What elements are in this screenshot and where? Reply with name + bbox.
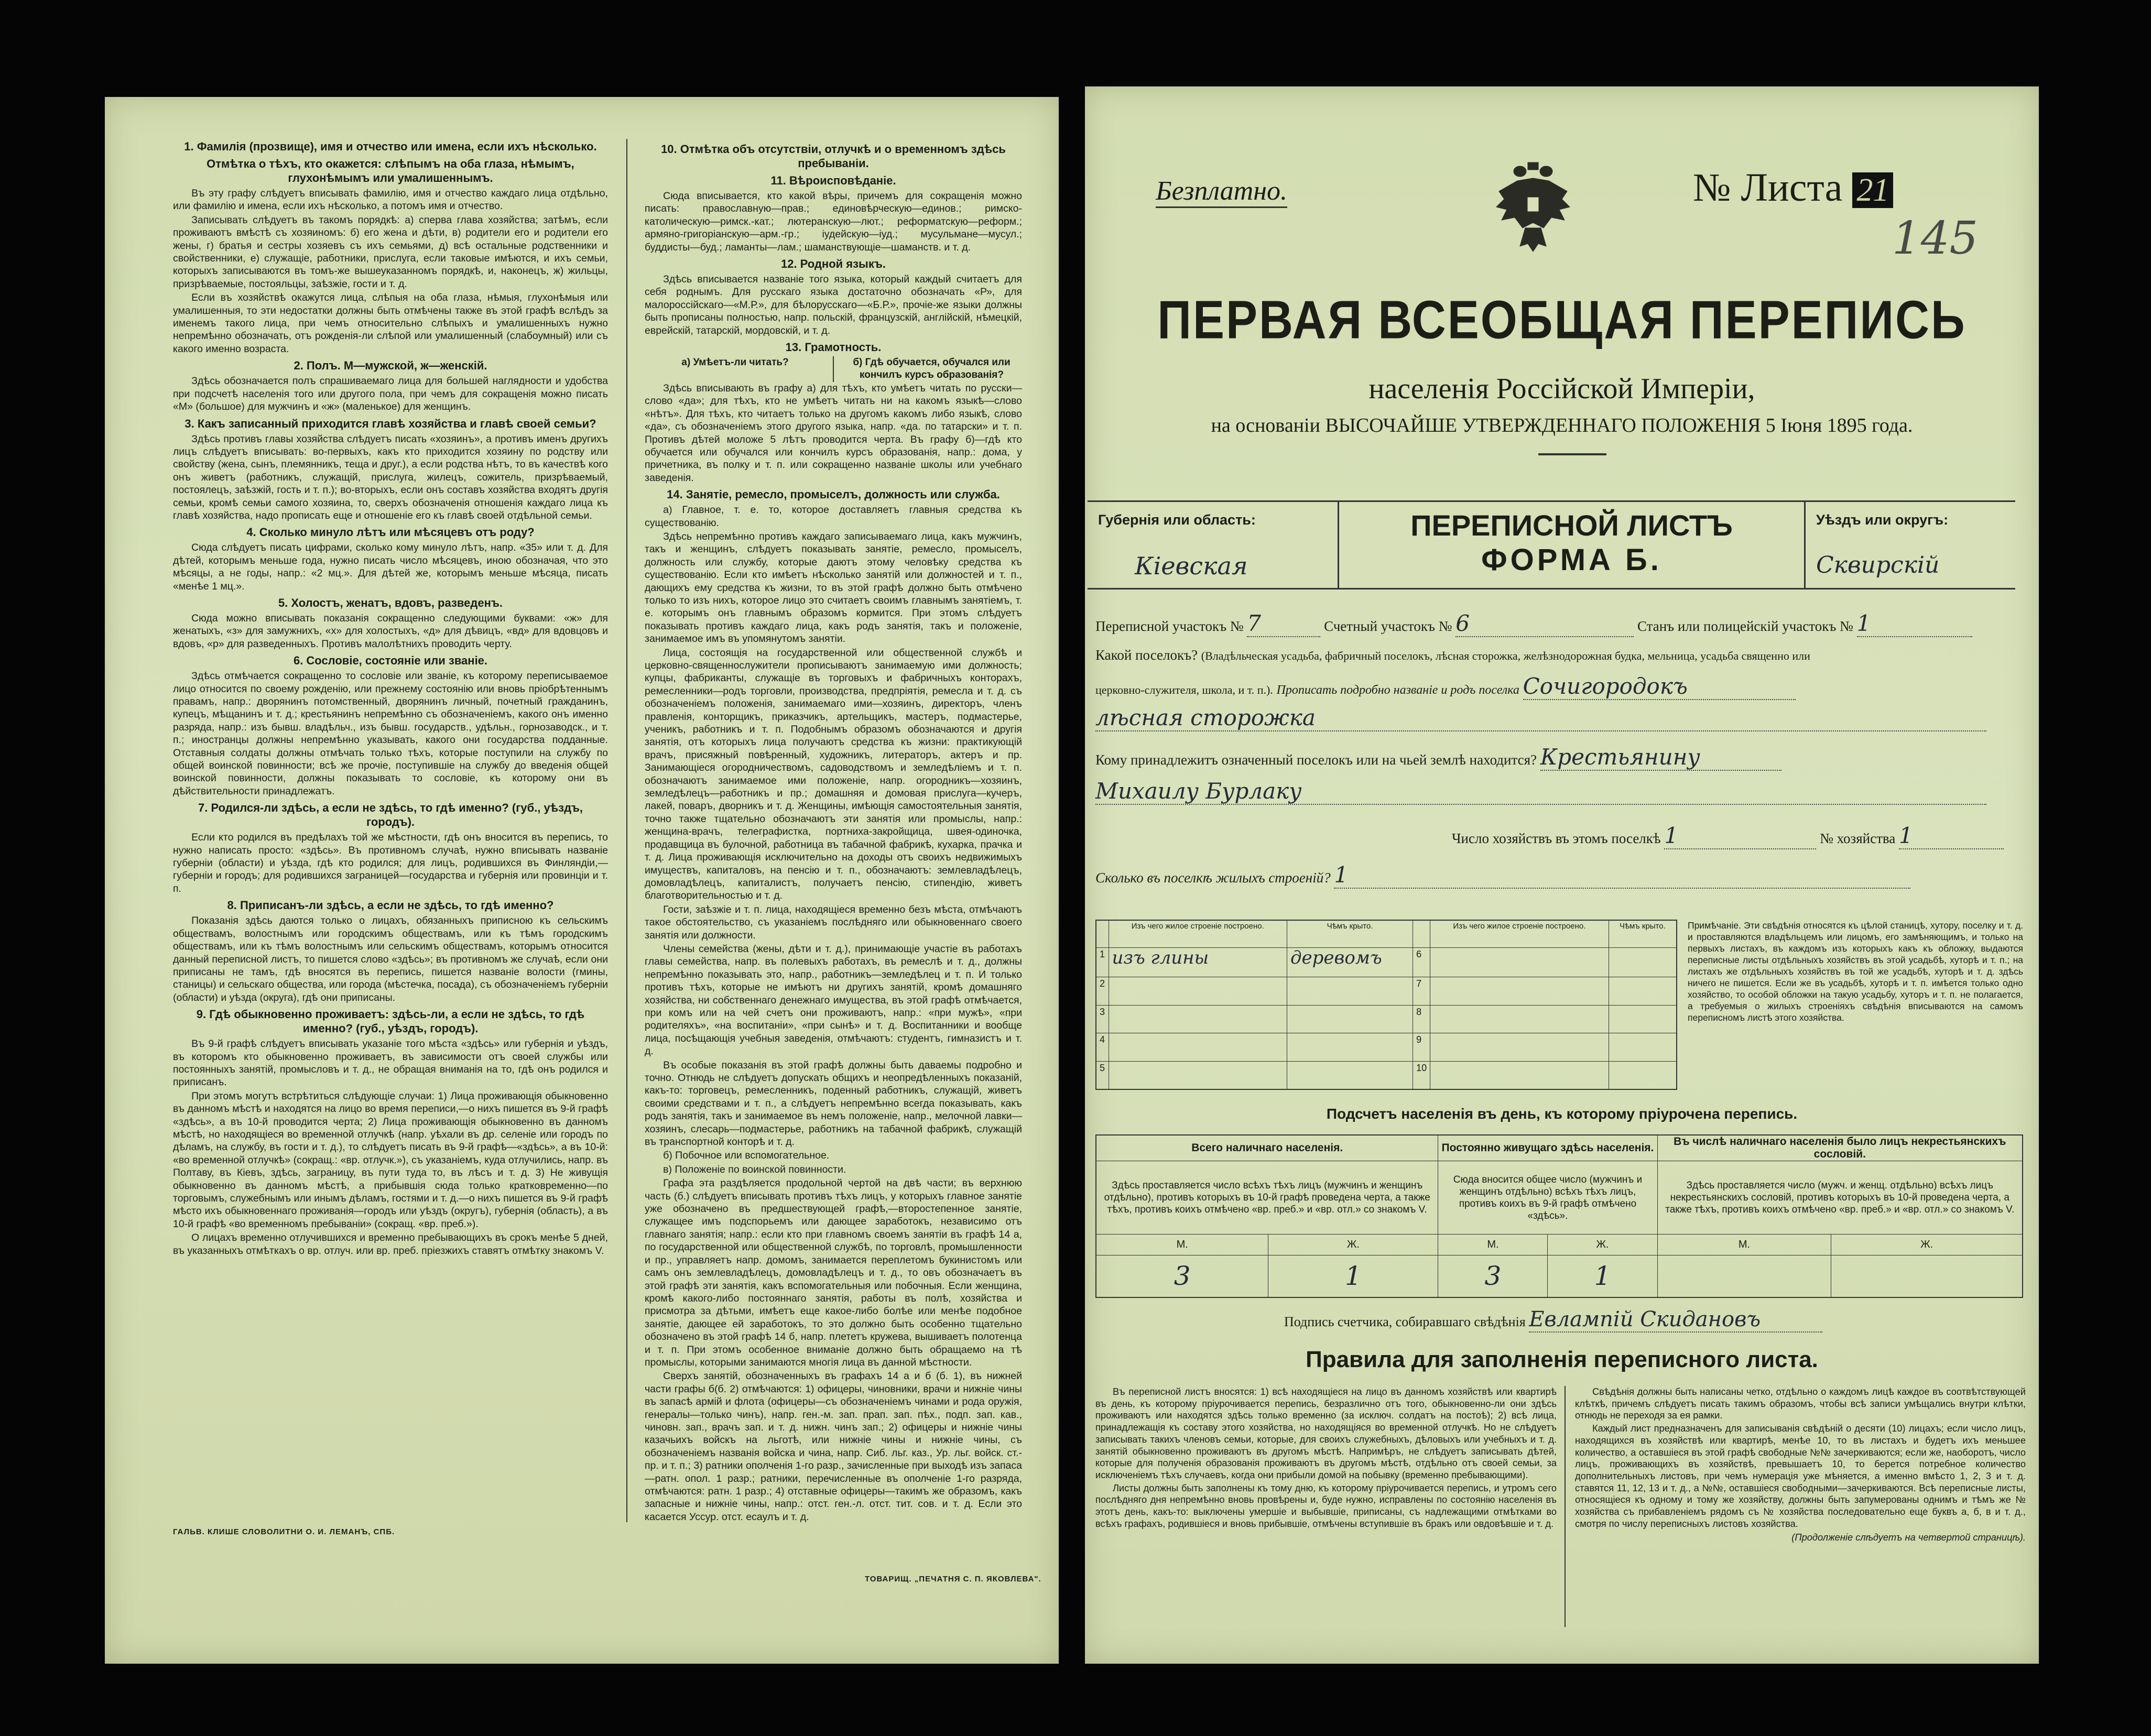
counting-value: 6 [1455, 610, 1634, 637]
population-female-header: Ж. [1831, 1235, 2023, 1255]
household-number-label: № хозяйства [1820, 831, 1896, 846]
rules-column-2-body [1575, 1386, 2026, 1530]
instructions-heading: 7. Родился-ли здѣсь, а если не здѣсь, то гдѣ именно? (губ., уѣздъ, городъ). [198, 801, 583, 829]
instructions-paragraph: Здѣсь отмѣчается сокращенно то сословіе или званіе, къ которому переписываемое лицо относится по своему рожденію, или прежнему состоянію или вновь пріобрѣтеннымъ правамъ, напр.: дворянинъ потомственный, дворянинъ личный, почетный гражданинъ, купецъ, мѣщанинъ и т. д.; крестьянинъ непремѣнно съ обозначеніемъ, какого онъ именно разряда, напр.: изъ бывш. владѣльч., изъ бывш. государств., удѣльн., горнозаводск., и т. п.; иностранцы должны непремѣнно указывать, какого они государства подданные. Отставныя солдаты должны отмѣчать только тѣхъ, которые поступили на службу по общей воинской повинности; всѣ же прочіе, поступившіе на службу до введенія общей воинской повинности, должны показывать то сословіе, къ которому они въ дѣйствительности принадлежатъ. [173, 670, 608, 797]
form-header-row [1088, 500, 2015, 589]
buildings-material [1430, 947, 1609, 977]
rules-title: Правила для заполненія переписного листа. [1306, 1347, 1818, 1372]
population-desc-total: Здѣсь проставляется число всѣхъ тѣхъ лицъ (мужчинъ и женщинъ отдѣльно), противъ которыхъ въ 10-й графѣ проведена черта, а также тѣхъ, противъ коихъ отмѣчено «вр. преб.» и «вр. отл.» со знакомъ V. [1096, 1161, 1438, 1235]
district-label: Уѣздъ или округъ: [1816, 512, 1949, 528]
instructions-heading: 9. Гдѣ обыкновенно проживаетъ: здѣсь-ли, а если не здѣсь, то гдѣ именно? (губ., уѣздъ, городъ). [196, 1008, 585, 1035]
population-header-total: Всего наличнаго населенія. [1096, 1135, 1438, 1161]
instructions-heading: 8. Приписанъ-ли здѣсь, а если не здѣсь, то гдѣ именно? [227, 899, 554, 912]
buildings-header-num-2 [1413, 920, 1430, 947]
buildings-row [1096, 1033, 1677, 1062]
buildings-material [1109, 1005, 1287, 1033]
buildings-material [1109, 977, 1287, 1006]
buildings-label: Сколько въ поселкѣ жилыхъ строеній? [1095, 870, 1331, 886]
instructions-paragraph: Здѣсь вписывается названіе того языка, который каждый считаетъ для себя роднымъ. Для русскаго языка достаточно обозначать «Р», для малороссійскаго—«М.Р.», для бѣлорусскаго—«Б.Р.», прочіе-же языки должны быть прописаны полностью, напр. польскій, французскій, англійскій, нѣмецкій, еврейскій, татарскій, мордовскій, и т. д. [645, 274, 1022, 336]
counting-label: Счетный участокъ № [1324, 618, 1452, 634]
free-label: Безплатно. [1156, 176, 1287, 208]
district-value: Сквирскій [1816, 552, 1940, 578]
buildings-row [1096, 1061, 1677, 1089]
buildings-row-number: 7 [1413, 977, 1430, 1006]
population-header-non-peasant: Въ числѣ наличнаго населенія было лицъ некрестьянскихъ сословій. [1657, 1135, 2023, 1161]
rules-column-2 [1575, 1386, 2026, 1544]
left-column-2 [645, 139, 1022, 1524]
buildings-header-roof: Чѣмъ крыто. [1287, 920, 1413, 947]
continued-note: (Продолженіе слѣдуетъ на четвертой страницѣ). [1791, 1532, 2026, 1543]
signature-line [1284, 1307, 1822, 1333]
buildings-roof [1287, 977, 1413, 1006]
instructions-heading: 5. Холостъ, женатъ, вдовъ, разведенъ. [278, 596, 503, 609]
buildings-row [1096, 977, 1677, 1006]
population-heading: Подсчетъ населенія въ день, къ которому пріурочена перепись. [1326, 1106, 1798, 1122]
buildings-row-number: 5 [1096, 1061, 1109, 1089]
imprint-left: ГАЛЬВ. КЛИШЕ СЛОВОЛИТНИ О. И. ЛЕМАНЪ, СПБ. [173, 1527, 395, 1536]
buildings-roof [1609, 947, 1677, 977]
instructions-split-heading [645, 356, 1022, 382]
population-female-header: Ж. [1268, 1235, 1438, 1255]
instructions-paragraph: Сюда слѣдуетъ писать цифрами, сколько кому минуло лѣтъ, напр. «35» или т. д. Для дѣтей, которымъ меньше года, нужно писать число мѣсяцевъ, иною обозначая, что это мѣсяцы, а не годы, напр.: «2 мц.». Для дѣтей же, которымъ меньше мѣсяца, писать «менѣе 1 мц.». [173, 542, 608, 592]
rules-column-1 [1095, 1386, 1557, 1531]
buildings-row-number: 3 [1096, 1005, 1109, 1033]
population-male-header: М. [1438, 1235, 1548, 1255]
buildings-roof [1609, 1005, 1677, 1033]
instructions-paragraph: Сюда можно вписывать показанія сокращенно следующими буквами: «ж» для женатыхъ, «з» для замужнихъ, «х» для холостыхъ, «д» для дѣвицъ, «вд» для вдовцовъ и вдовъ, «р» для разведенныхъ. Противъ малолѣтнихъ проводить черту. [173, 612, 608, 650]
instructions-heading: 13. Грамотность. [785, 341, 882, 354]
instructions-paragraph: Въ 9-й графѣ слѣдуетъ вписывать указаніе того мѣста «здѣсь» или губернія и уѣздъ, въ которомъ кто обыкновенно проживаетъ, въ зависимости отъ своей службы или постоянныхъ занятій, промысловъ и т. д., не обращая вниманія на то, гдѣ онъ родился и приписанъ. [173, 1038, 608, 1088]
instructions-paragraph: Записывать слѣдуетъ въ такомъ порядкѣ: а) сперва глава хозяйства; затѣмъ, если проживаютъ вмѣстѣ съ хозяиномъ: б) его жена и дѣти, в) родители его и родители его жены, г) братья и сестры хозяевъ съ ихъ семьями, д) всѣ остальные родственники и свойственники, е) служащіе, работники, прислуга, если таковые имѣются, и ихъ семьи, которыхъ записываются въ томъ-же вышеуказанномъ порядкѣ, и, наконецъ, ж) жильцы, призрѣваемые, постояльцы, заѣзжіе, гости и т. д. [173, 214, 608, 290]
buildings-header-roof-2: Чѣмъ крыто. [1609, 920, 1677, 947]
signature-value: Евлампій Скидановъ [1529, 1307, 1822, 1333]
buildings-row-number: 1 [1096, 947, 1109, 977]
population-male-header: М. [1096, 1235, 1268, 1255]
precinct-value: 7 [1247, 610, 1320, 637]
province-value: Кіевская [1135, 552, 1248, 580]
sheet-number-value: 21 [1852, 172, 1893, 208]
form-title: ПЕРЕПИСНОЙ ЛИСТЪ [1410, 509, 1733, 542]
form-type: ФОРМА Б. [1481, 543, 1662, 577]
buildings-material [1109, 1061, 1287, 1089]
buildings-row-number: 2 [1096, 977, 1109, 1006]
buildings-header-num [1096, 920, 1109, 947]
population-table [1095, 1134, 2023, 1298]
population-non-peasant-male [1657, 1255, 1831, 1297]
population-permanent-female: 1 [1548, 1255, 1657, 1297]
owner-line [1095, 744, 2018, 771]
buildings-material [1430, 1033, 1609, 1062]
instructions-paragraph: Въ эту графу слѣдуетъ вписывать фамилію, имя и отчество каждаго лица отдѣльно, или фамилію и имена, если ихъ нѣсколько, а потомъ имя и отчество. [173, 188, 608, 212]
population-female-header: Ж. [1548, 1235, 1657, 1255]
population-non-peasant-female [1831, 1255, 2023, 1297]
archive-number: 145 [1892, 212, 1979, 265]
province-cell [1088, 502, 1339, 588]
settlement-line [1095, 647, 2018, 663]
population-header-permanent: Постоянно живущаго здѣсь населенія. [1438, 1135, 1657, 1161]
buildings-row [1096, 947, 1677, 977]
instructions-heading: 12. Родной языкъ. [780, 257, 886, 271]
instructions-paragraph: О лицахъ временно отлучившихся и временно пребывающихъ въ срокъ менѣе 5 дней, въ указанныхъ отмѣткахъ о вр. отлуч. или вр. преб. пріезжихъ ставятъ отмѣтку знакомъ V. [173, 1232, 608, 1257]
population-desc-permanent: Сюда вносится общее число (мужчинъ и женщинъ отдѣльно) всѣхъ тѣхъ лицъ, противъ коихъ въ 9-й графѣ отмѣчено «здѣсь». [1438, 1161, 1657, 1235]
buildings-roof [1609, 1033, 1677, 1062]
settlement-label: Какой поселокъ? [1095, 647, 1198, 663]
owner-line-2 [1095, 778, 2018, 805]
title-divider [1538, 453, 1606, 455]
settlement-value-2: лѣсная сторожка [1095, 705, 1986, 731]
buildings-row-number: 4 [1096, 1033, 1109, 1062]
instructions-paragraph: Сюда вписывается, кто какой вѣры, причемъ для сокращенія можно писать: православную—прав.; единовѣрческую—единов.; римско-католическую—римск.-кат.; лютеранскую—лют.; реформатскую—реформ.; армяно-григоріанскую—арм.-гр.; іудейскую—іуд.; мусульмане—мусул.; буддисты—буд.; ламанты—лам.; шаманствующіе—шаманств. и т. д. [645, 190, 1022, 253]
instructions-paragraph: Здѣсь противъ главы хозяйства слѣдуетъ писать «хозяинъ», а противъ именъ другихъ лицъ слѣдуетъ вписывать: во-первыхъ, какъ кто приходится хозяину по родству или свойству (жена, сынъ, племянникъ, теща и друг.), а если родства нѣтъ, то въ качествѣ кого онъ живетъ (работникъ, служащій, прислуга, жилецъ, сожитель, призрѣваемый, постоялецъ, заѣзжій, гость и т. п.); во-вторыхъ, если онъ составъ хозяйства входятъ другія семьи, кромѣ семьи самого хозяина, то, сверхъ обозначенія отношенія каждаго лица къ главѣ хозяйства, надо прописать еще и отношеніе его къ главѣ своей отдѣльной семьи. [173, 433, 608, 521]
settlement-value: Сочигородокъ [1523, 673, 1796, 700]
instructions-heading: 2. Полъ. М—мужской, ж—женскій. [294, 359, 487, 373]
buildings-table-body [1096, 947, 1677, 1089]
rules-paragraph: Листы должны быть заполнены къ тому дню, къ которому пріурочивается перепись, и утромъ сего послѣдняго дня непремѣнно вновь провѣрены и, буде нужно, исправлены по состоянію населенія въ этотъ день, какъ-то: выключены умершіе и выбывшіе, приписаны, съ надлежащими отмѣтками во всѣхъ графахъ, родившіеся и вновь прибывшіе, отмѣчены вступившіе въ бракъ или овдовѣвшіе и т. д. [1095, 1482, 1557, 1529]
rules-paragraph: Каждый лист предназначенъ для записыванія свѣдѣній о десяти (10) лицахъ; если число лицъ, находящихся въ хозяйствѣ или квартирѣ, менѣе 10, то въ листахъ и будетъ ихъ меньшее количество, а оставшіеся въ этой графѣ свободные №№ зачеркиваются; если же, наоборотъ, число лицъ, проживающихъ въ хозяйствѣ, превышаетъ 10, то берется потребное количество дополнительныхъ листовъ, при чемъ нумерація уже мѣняется, а именно вмѣсто 1, 2, 3 и т. д. ставятся 11, 12, 13 и т. д., а №№, оставшіеся свободными—зачеркиваются. Всѣ переписные листы, относящіеся къ одному и тому же хозяйству, должны быть запумерованы однимъ и тѣмъ же № хозяйства съ прибавленіемъ рядомъ съ № хозяйства последовательно еще буквъ а, б, в и т. д., смотря по числу переписныхъ листовъ хозяйства. [1575, 1423, 2026, 1529]
buildings-roof [1609, 977, 1677, 1006]
buildings-line [1095, 862, 2018, 889]
instructions-paragraph: Гости, заѣзжіе и т. п. лица, находящіеся временно безъ мѣста, отмѣчаютъ такое обстоятельство, съ указаніемъ послѣдняго или обыкновеннаго своего занятія или должности. [645, 903, 1022, 941]
population-male-header: М. [1657, 1235, 1831, 1255]
buildings-row-number: 9 [1413, 1033, 1430, 1062]
census-subtitle: населенія Россійской Имперіи, [1368, 373, 1755, 405]
instructions-heading: 14. Занятіе, ремесло, промыселъ, должность или служба. [667, 488, 1000, 501]
instructions-paragraph: а) Главное, т. е. то, которое доставляетъ главныя средства къ существованію. [645, 504, 1022, 529]
precinct-line [1095, 610, 2018, 637]
sheet-number-label: № Листа [1693, 166, 1843, 210]
household-number-value: 1 [1899, 823, 2004, 849]
owner-label: Кому принадлежитъ означенный поселокъ или на чьей землѣ находится? [1095, 752, 1537, 768]
instructions-paragraph: Показанія здѣсь даются только о лицахъ, обязанныхъ приписною къ сельскимъ обществамъ, волостнымъ или городскимъ обществамъ, или къ тѣмъ городскимъ обществамъ, или къ тѣмъ волостнымъ или сельскимъ обществамъ, которымъ относится данный переписной листъ, то пишется слово «здѣсь»; въ противномъ же случаѣ, если они приписаны не тамъ, гдѣ вносятся въ перепись, пишется названіе волости (гмины, станицы) и сельскаго общества, или города (мѣстечка, посада), съ обозначеніемъ губерніи (области) и уѣзда (округа), гдѣ они приписаны. [173, 915, 608, 1003]
owner-value-2: Михаилу Бурлаку [1095, 778, 1986, 805]
population-desc-non-peasant: Здѣсь проставляется число (мужч. и женщ. отдѣльно) всѣхъ лицъ некрестьянскихъ сословій, противъ которыхъ въ 10-й проведена черта, а также тѣхъ, противъ коихъ отмѣчено «вр. преб.» и «вр. отл.» со знакомъ V. [1657, 1161, 2023, 1235]
right-page [1085, 86, 2039, 1664]
settlement-hint-2: церковно-служителя, школа, и т. п.). [1095, 683, 1273, 696]
instructions-paragraph: Лица, состоящія на государственной или общественной службѣ и церковно-священнослужители прописываютъ занимаемую ими должность; купцы, фабриканты, служащіе въ торговыхъ и фабричныхъ конторахъ, ремесленники—родъ торговли, производства, предпріятія, ремесла и т. д. съ обозначеніемъ положенія, занимаемаго ими—хозяинъ, директоръ, членъ правленія, конторщикъ, приказчикъ, артельщикъ, мастеръ, подмастерье, ученикъ, работникъ и т. п. Подобнымъ образомъ обозначаются и другія занятія, отъ которыхъ лица получаютъ средства къ жизни: практикующій врачъ, присяжный повѣренный, художникъ, литераторъ, актеръ и пр. Занимающіеся огородничествомъ, садоводствомъ и земледѣліемъ и т. п. обозначаютъ занимаемое ими положеніе, напр. огородникъ—хозяинъ, земледѣлецъ—работникъ и пр.; домашняя и домовая прислуга—кучеръ, лакей, поваръ, дворникъ и т. д. Женщины, имѣющія самостоятельныя занятія, точно также тщательно обозначаютъ эти занятія или промыслы, напр.: женщина-врачъ, телеграфистка, портниха-закройщица, швея-одиночка, продавщица въ булочной, работница въ табачной фабрикѣ, кухарка, прачка и т. д. Лица проживающія исключительно на доходы отъ своихъ недвижимыхъ имуществъ, капиталовъ, на пенсію и т. п., обозначаютъ: землевладѣлецъ, домовладѣлецъ, капиталистъ, получаетъ пенсію, стипендію, живетъ благотворительностью и т. д. [645, 647, 1022, 902]
double-headed-eagle-emblem-icon [1491, 160, 1575, 254]
buildings-row [1096, 1005, 1677, 1033]
province-label: Губернія или область: [1098, 512, 1256, 528]
instructions-paragraph: Если кто родился въ предѣлахъ той же мѣстности, гдѣ онъ вносится въ перепись, то нужно написать просто: «здѣсь». Въ противномъ случаѣ, нужно вписывать названіе губерніи (области) и уѣзда, гдѣ кто родился; для лицъ, родившихся въ Финляндіи,—губерніи и городъ; для родившихся заграницей—государства и губернія или провинціи и т. п. [173, 832, 608, 894]
left-column-1 [173, 136, 608, 1258]
buildings-table [1095, 920, 1677, 1090]
imprint-right: ТОВАРИЩ. „ПЕЧАТНЯ С. П. ЯКОВЛЕВА". [865, 1575, 1041, 1584]
instructions-paragraph: При этомъ могутъ встрѣтиться слѣдующіе случаи: 1) Лица проживающія обыкновенно въ данномъ мѣстѣ и находятся на лицо во время переписи,—о нихъ пишется въ 9-й графѣ «здѣсь», а въ 10-й проводится черта; 2) Лица проживающія обыкновенно въ данномъ мѣстѣ, но находящіеся во временной отлучкѣ (напр. уѣхали въ др. селеніе или городъ по дѣламъ, на службу, въ гости и т. д.), то слѣдуетъ писать въ 9-й графѣ—«здѣсь», а въ 10-й: «во временной отлучкѣ» (сокращ.: «вр. отлучк.»), съ указаніемъ, куда отлучились, напр. въ Полтаву, въ Кіевъ, здѣсь, заграницу, въ пути туда то, въ лѣсъ и т. д. 3) Не живущія обыкновенно въ данномъ мѣстѣ, а прибывшія сюда только кратковременно—по торговымъ, служебнымъ или инымъ дѣламъ, гостями и т. д.—о нихъ пишется въ 9-й графѣ мѣсто ихъ обыкновеннаго проживанія—городъ или уѣздъ (округъ), губернія (область), а въ 10-й графѣ «во временномъ пребываніи» (сокращ. «вр. преб.»). [173, 1090, 608, 1230]
instructions-paragraph: Здѣсь вписывають въ графу а) для тѣхъ, кто умѣетъ читать по русски—слово «да»; для тѣхъ, кто не умѣетъ читать ни на какомъ языкѣ—слово «нѣтъ». Для тѣхъ, кто читаетъ только на другомъ какомъ либо языкѣ, слово «да», съ обозначеніемъ этого другого языка, напр. «да. по татарски» и т. п. Противъ дѣтей моложе 5 лѣтъ проводится черта. Въ графу б)—гдѣ кто обучается или обучался или кончилъ курсъ образованія, напр.: дома, у причетника, въ полку и т. п. или сокращенно названіе школы или учебнаго заведенія. [645, 382, 1022, 484]
sheet-number [1693, 165, 1893, 211]
settlement-value-line-2 [1095, 705, 2018, 731]
buildings-note: Примѣчаніе. Эти свѣдѣнія относятся къ цѣлой станицѣ, хутору, поселку и т. д. и проставляются владѣльцемъ или лицомъ, его замѣняющимъ, и только на первыхъ листахъ, въ каждомъ изъ которыхъ какъ къ обложку, выдаются переписные листы отдѣльныхъ хозяйствъ въ этой усадьбѣ, хуторѣ и т. п.; на листахъ же отдѣльныхъ хозяйствъ въ той же усадьбѣ, хуторѣ и т. д. здѣсь ничего не пишется. Если же въ усадьбѣ, хуторѣ и т. п. имѣется только одно хозяйство, то особой обложки на такую усадьбу, хуторъ и т. п. не полагается, а требуемыя о жилыхъ строеніяхъ свѣдѣнія вписываются на самомъ переписномъ листѣ этого хозяйства. [1688, 920, 2023, 1023]
precinct-label: Переписной участокъ № [1095, 618, 1244, 634]
settlement-value-line [1095, 673, 2018, 700]
instructions-heading: Отмѣтка о тѣхъ, кто окажется: слѣпымъ на оба глаза, нѣмымъ, глухонѣмымъ или умалишеннымъ. [207, 157, 574, 184]
households-line [1452, 823, 2039, 849]
instructions-paragraph: Сверхъ занятій, обозначенныхъ въ графахъ 14 а и б (б. 1), въ нижней части графы б(б. 2) отмѣчаются: 1) офицеры, чиновники, врачи и нижніе чины въ запасѣ армій и флота (офицеры—съ обозначеніемъ чинами и рода оружія, генералы—только чинъ), напр. ген.-м. зап. прап. зап. пѣх., подп. зап. кав., чиновн. зап., врачъ зап. и т. д. нижн. чинъ зап.; 2) офицеры и нижніе чины казачьихъ войскъ на льготѣ, или нижніе чины и нижніе чины, съ обозначеніемъ названія войска и чина, напр. Сиб. льг. каз., Ур. льг. войск. ст.-пр. и т. п.; 3) ратники ополченія 1-го разр., зачисленные при выходѣ изъ запаса—ратн. опол. 1 разр.; ратники, перечисленные въ ополченіе 1-го разряда, отмѣчаются: ратн. 1 разр.; 4) отставные офицеры—такимъ же образомъ, какъ запасные и нижніе чины, напр.: отст. ген.-л. отст. тит. сов. и т. д. Если это касается Уссур. отст. есаулъ и т. д. [645, 1370, 1022, 1523]
buildings-material [1430, 1061, 1609, 1089]
buildings-material [1430, 1005, 1609, 1033]
instructions-paragraph: Члены семейства (жены, дѣти и т. д.), принимающіе участіе въ работахъ главы семейства, напр. въ полевыхъ работахъ, въ ремеслѣ и т. д., должны непремѣнно показывать это, напр., работникъ—земледѣлец и т. п. И только противъ тѣхъ, которые не имѣютъ ни другихъ занятій, кромѣ домашняго хозяйства, ни собственнаго денежнаго имущества, въ этой графѣ отмѣчается, при комъ или на чей счетъ они проживаютъ, напр.: «при мужѣ», «при родителяхъ», «на воспитаніи», «при сынѣ» и т. д. Воспитанники и вообще лица, посѣщающія учебныя заведенія, отмѣчаютъ: студентъ, гимназистъ и т. д. [645, 943, 1022, 1057]
instructions-paragraph: Здѣсь непремѣнно противъ каждаго записываемаго лица, какъ мужчинъ, такъ и женщинъ, слѣдуетъ показывать занятіе, ремесло, промыселъ, должность или службу, которые даютъ этому человѣку средства къ существованію. Если кто имѣетъ нѣсколько занятій или должностей и т. п., дающихъ ему средства къ жизни, то въ этой графѣ должно быть отмѣчено только то изъ нихъ, которое лицо это считаетъ своимъ главнымъ занятіемъ, т. е. которымъ онъ главнымъ образомъ кормится. При этомъ слѣдуетъ показывать противъ каждаго лица, какъ родъ занятія, такъ и положеніе, занимаемое имъ въ упомянутомъ занятіи. [645, 530, 1022, 645]
population-total-female: 1 [1268, 1255, 1438, 1297]
form-title-cell [1339, 502, 1806, 588]
column-divider [626, 139, 627, 1522]
buildings-header-material: Изъ чего жилое строеніе построено. [1109, 920, 1287, 947]
buildings-row-number: 8 [1413, 1005, 1430, 1033]
population-permanent-male: 3 [1438, 1255, 1548, 1297]
owner-value: Крестьянину [1540, 744, 1781, 771]
rules-paragraph: Свѣдѣнія должны быть написаны четко, отдѣльно о каждомъ лицѣ каждое въ соотвѣтствующей клѣткѣ, причемъ слѣдуетъ писать такимъ образомъ, чтобы всѣ записи умѣщались внутри клѣтки, отнюдь не переходя за ея рамки. [1575, 1386, 2026, 1421]
buildings-roof [1287, 1005, 1413, 1033]
households-label: Число хозяйствъ въ этомъ поселкѣ [1452, 831, 1661, 846]
split-divider [833, 356, 834, 382]
stan-label: Станъ или полицейскій участокъ № [1637, 618, 1853, 634]
settlement-hint: (Владѣльческая усадьба, фабричный поселокъ, лѣсная сторожка, желѣзнодорожная будка, мельница, усадьба священно или [1201, 649, 1810, 662]
instructions-paragraph: Въ особые показанія въ этой графѣ должны быть даваемы подробно и точно. Отнюдь не слѣдуетъ допускать общихъ и неопредѣленныхъ показаній, какъ-то: торговецъ, ремесленникъ, поденный работникъ, служащій, живетъ своими средствами и т. п., а слѣдуетъ непремѣнно всегда показывать, какъ родъ занятія, такъ и занимаемое въ немъ положеніе, напр., мелочной лавки—хозяинъ, слесарь—подмастерье, работникъ на табачной фабрикѣ, служащій въ транспортной конторѣ и т. д. [645, 1059, 1022, 1148]
population-total-male: 3 [1096, 1255, 1268, 1297]
signature-label: Подпись счетчика, собиравшаго свѣдѣнія [1284, 1314, 1526, 1329]
instructions-heading: 1. Фамилія (прозвище), имя и отчество или имена, если ихъ нѣсколько. [184, 140, 597, 153]
instructions-paragraph: б) Побочное или вспомогательное. [663, 1150, 830, 1162]
buildings-material [1109, 1033, 1287, 1062]
instructions-heading: 3. Какъ записанный приходится главѣ хозяйства и главѣ своей семьи? [184, 417, 596, 430]
instructions-split-b: б) Гдѣ обучается, обучался или кончилъ курсъ образованія? [853, 357, 1011, 381]
instructions-paragraph: Графа эта раздѣляется продольной чертой на двѣ части; въ верхнюю часть (б.) слѣдуетъ вписывать противъ тѣхъ лицъ, у которыхъ главное занятіе уже обозначено въ предшествующей графѣ,—второстепенное занятіе, служащее имъ подспорьемъ или дающее заработокъ, независимо отъ главнаго занятія; напр.: если кто при главномъ своемъ занятіи въ графѣ 14 а, по государственной или общественной службѣ, по торговлѣ, промышленности и пр., управляетъ напр. домомъ, занимается переплетомъ букинистомъ или самъ онъ землевладѣлецъ, домовладѣлецъ и т. д., то овъ обозначаетъ въ этой графѣ эти занятія, какъ вспомогательныя или побочныя. Если женщина, кромѣ какого-либо постояннаго занятія, работы въ полѣ, хозяйства и присмотра за дѣтьми, имѣетъ еще какое-либо болѣе или менѣе подобное занятіе, дающее ей заработокъ, то это должно быть особенно тщательно обозначено въ этой графѣ 14 б, напр. плететъ кружева, вышиваетъ полотенца и т. п. При этомъ особенное вниманіе должно быть обращаемо на тѣ промыслы, которыми занимаются многія лица въ данной мѣстности. [645, 1177, 1022, 1368]
settlement-hint-3: Прописать подробно названіе и родъ поселка [1276, 683, 1519, 697]
instructions-paragraph: Здѣсь обозначается полъ спрашиваемаго лица для большей наглядности и удобства при подсчетѣ населенія того или другого пола, при чемъ для сокращенія можно писать «М» (большое) для мужчинъ и «ж» (маленькое) для женщинъ. [173, 375, 608, 413]
district-cell [1806, 502, 2015, 588]
rules-divider [1565, 1386, 1566, 1627]
buildings-row-number: 10 [1413, 1061, 1430, 1089]
buildings-roof [1609, 1061, 1677, 1089]
households-value: 1 [1664, 823, 1816, 849]
instructions-heading: 10. Отмѣтка объ отсутствіи, отлучкѣ и о временномъ здѣсь пребываніи. [661, 143, 1006, 170]
buildings-value: 1 [1334, 862, 1910, 889]
buildings-header-material-2: Изъ чего жилое строеніе построено. [1430, 920, 1609, 947]
buildings-material [1430, 977, 1609, 1006]
instructions-split-a: а) Умѣетъ-ли читать? [681, 357, 789, 368]
stan-value: 1 [1857, 610, 1972, 637]
instructions-heading: 4. Сколько минуло лѣтъ или мѣсяцевъ отъ роду? [246, 526, 535, 539]
census-basis: на основаніи ВЫСОЧАЙШЕ УТВЕРЖДЕННАГО ПОЛОЖЕНІЯ 5 Іюня 1895 года. [1211, 414, 1913, 436]
instructions-heading: 11. Вѣроисповѣданіе. [770, 174, 896, 187]
instructions-paragraph: в) Положеніе по воинской повинности. [663, 1163, 846, 1175]
instructions-paragraph: Если въ хозяйствѣ окажутся лица, слѣпыя на оба глаза, нѣмыя, глухонѣмыя или умалишенныя, то эти недостатки должны быть отмѣчены также въ этой графѣ вслѣдъ за именемъ такого лица, при чемъ относительно слѣпыхъ и умалишенныхъ нужно непремѣнно обозначать, отъ рожденія-ли слѣпой или умалишенный (слабоумный) или съ какого именно возраста. [173, 292, 608, 355]
left-page [105, 97, 1059, 1664]
census-title: ПЕРВАЯ ВСЕОБЩАЯ ПЕРЕПИСЬ [1157, 290, 1967, 351]
instructions-heading: 6. Сословіе, состояніе или званіе. [293, 654, 488, 668]
buildings-roof [1287, 1033, 1413, 1062]
buildings-row-number: 6 [1413, 947, 1430, 977]
buildings-roof [1287, 1061, 1413, 1089]
buildings-material: изъ глины [1109, 947, 1287, 977]
buildings-roof: деревомъ [1287, 947, 1413, 977]
rules-paragraph: Въ переписной листъ вносятся: 1) всѣ находящіеся на лицо въ данномъ хозяйствѣ или квартирѣ въ день, къ которому пріурочивается перепись, безразлично отъ того, обыкновенно-ли они здѣсь проживаютъ или находятся здѣсь только временно (за исключ. солдатъ на постоѣ); 2) всѣ лица, принадлежащія къ составу этого хозяйства, но находящіяся во временной отлучкѣ. Но не слѣдуетъ записывать такихъ членовъ семьи, которые, для своихъ служебныхъ, дѣловыхъ или учебныхъ и т. д. занятій обыкновенно проживаютъ въ другомъ мѣстѣ. Напримѣръ, не слѣдуетъ записывать дѣтей, которые для полученія образованія проживаютъ въ другомъ мѣстѣ, отдѣльно отъ своей семьи, за исключеніемъ тѣхъ случаевъ, когда они прибыли домой на побывку (временно пребывающими). [1095, 1386, 1557, 1480]
